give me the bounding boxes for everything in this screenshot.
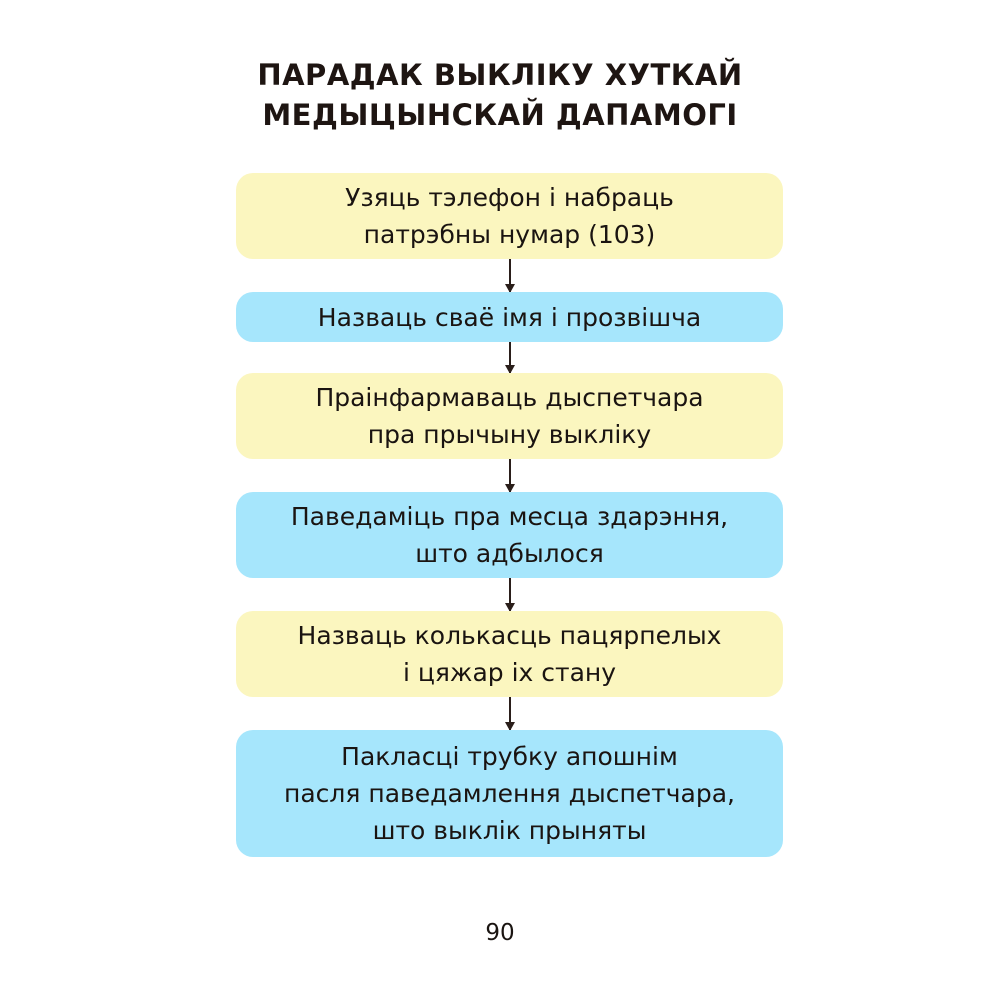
step-3-box (236, 373, 783, 459)
arrow-1-to-2 (509, 259, 511, 292)
arrow-2-to-3 (509, 342, 511, 373)
step-1-line-1: Узяць тэлефон і набраць (345, 183, 674, 212)
page-title (0, 55, 1000, 135)
step-6-line-1: Пакласці трубку апошнім (341, 742, 678, 771)
step-3-line-2: пра прычыну выкліку (367, 420, 652, 449)
page-title-line-2: МЕДЫЦЫНСКАЙ ДАПАМОГІ (262, 98, 738, 132)
step-4-box (236, 492, 783, 578)
page-title-line-1: ПАРАДАК ВЫКЛІКУ ХУТКАЙ (257, 58, 743, 92)
step-6-line-3: што выклік прыняты (372, 816, 647, 845)
step-6-box (236, 730, 783, 857)
arrow-3-to-4 (509, 459, 511, 492)
step-2-box (236, 292, 783, 342)
page-number: 90 (485, 920, 515, 946)
arrow-4-to-5 (509, 578, 511, 611)
step-5-box (236, 611, 783, 697)
step-4-line-2: што адбылося (415, 539, 604, 568)
step-4-line-1: Паведаміць пра месца здарэння, (290, 502, 729, 531)
arrow-5-to-6 (509, 697, 511, 730)
step-1-line-2: патрэбны нумар (103) (363, 220, 656, 249)
step-5-line-2: і цяжар іх стану (402, 658, 617, 687)
step-5-line-1: Назваць колькасць пацярпелых (297, 621, 722, 650)
step-3-line-1: Праінфармаваць дыспетчара (315, 383, 704, 412)
step-1-box (236, 173, 783, 259)
step-6-line-2: пасля паведамлення дыспетчара, (284, 779, 735, 808)
step-2-line-1: Назваць сваё імя і прозвішча (317, 302, 702, 332)
